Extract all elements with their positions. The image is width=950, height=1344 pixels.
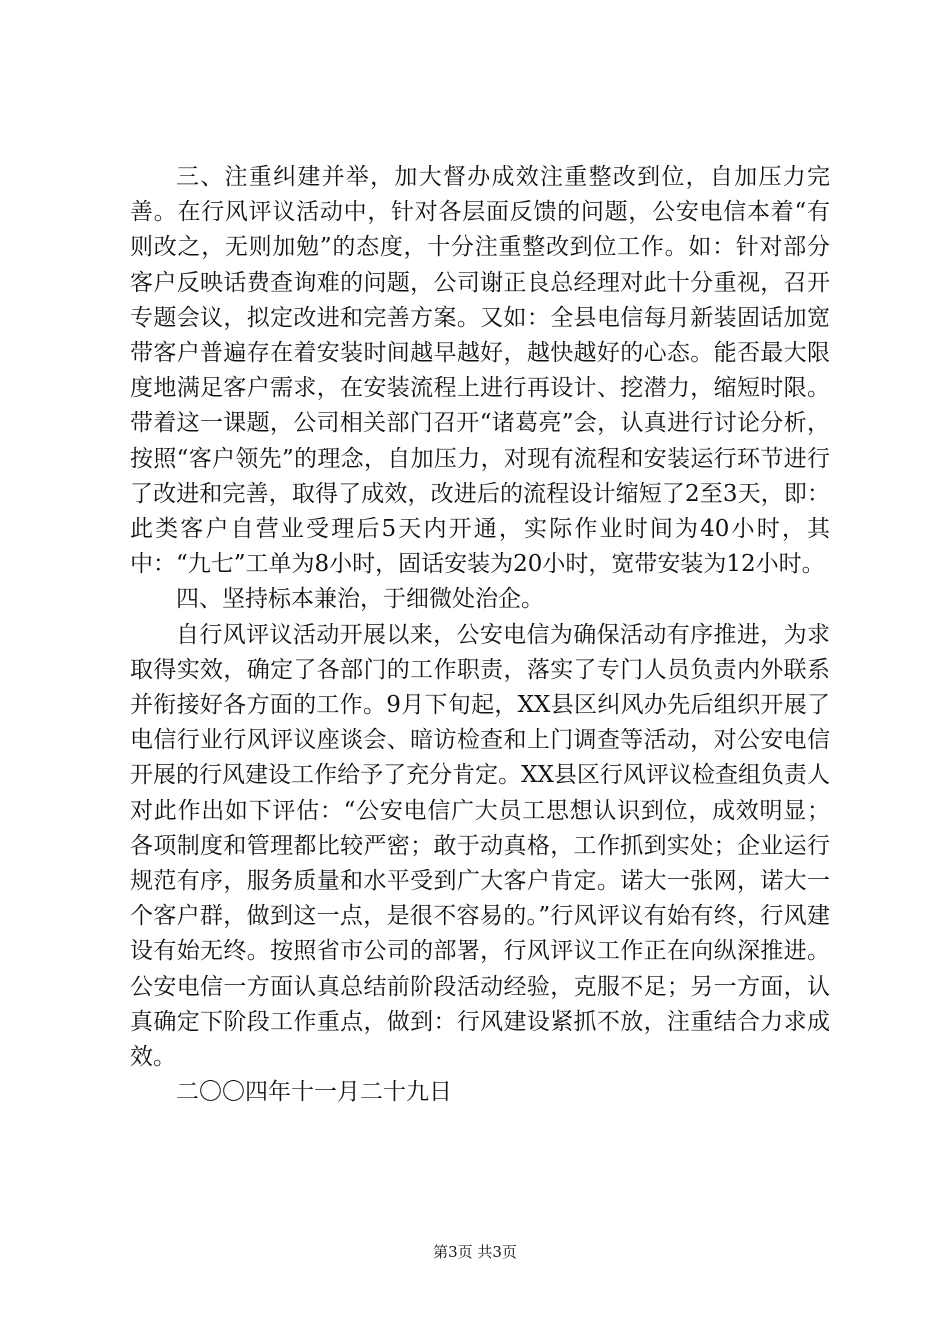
paragraph-rectification: 三、注重纠建并举，加大督办成效注重整改到位，自加压力完善。在行风评议活动中，针对各层面反馈的问题，公安电信本着“有则改之，无则加勉”的态度，十分注重整改到位工作。如：针对部分客户反映话费查询难的问题，公司谢正良总经理对此十分重视，召开专题会议，拟定改进和完善方案。又如：全县电信每月新装固话加宽带客户普遍存在着安装时间越早越好，越快越好的心态。能否最大限度地满足客户需求，在安装流程上进行再设计、挖潜力，缩短时限。带着这一课题，公司相关部门召开“诸葛亮”会，认真进行讨论分析，按照“客户领先”的理念，自加压力，对现有流程和安装运行环节进行了改进和完善，取得了成效，改进后的流程设计缩短了2至3天，即：此类客户自营业受理后5天内开通，实际作业时间为40小时，其中：“九七”工单为8小时，固话安装为20小时，宽带安装为12小时。 bbox=[130, 164, 830, 578]
page-footer: 第3页 共3页 bbox=[433, 1243, 517, 1261]
paragraph-date: 二〇〇四年十一月二十九日 bbox=[176, 1079, 452, 1106]
paragraph-section-four-heading: 四、坚持标本兼治，于细微处治企。 bbox=[176, 586, 544, 613]
paragraph-evaluation: 自行风评议活动开展以来，公安电信为确保活动有序推进，为求取得实效，确定了各部门的工作职责，落实了专门人员负责内外联系并衔接好各方面的工作。9月下旬起，XX县区纠风办先后组织开展了电信行业行风评议座谈会、暗访检查和上门调查等活动，对公安电信开展的行风建设工作给予了充分肯定。XX县区行风评议检查组负责人对此作出如下评估：“公安电信广大员工思想认识到位，成效明显；各项制度和管理都比较严密；敢于动真格，工作抓到实处；企业运行规范有序，服务质量和水平受到广大客户肯定。诺大一张网，诺大一个客户群，做到这一点，是很不容易的。”行风评议有始有终，行风建设有始无终。按照省市公司的部署，行风评议工作正在向纵深推进。公安电信一方面认真总结前阶段活动经验，克服不足；另一方面，认真确定下阶段工作重点，做到：行风建设紧抓不放，注重结合力求成效。 bbox=[130, 621, 830, 1071]
document-body bbox=[130, 160, 830, 1110]
